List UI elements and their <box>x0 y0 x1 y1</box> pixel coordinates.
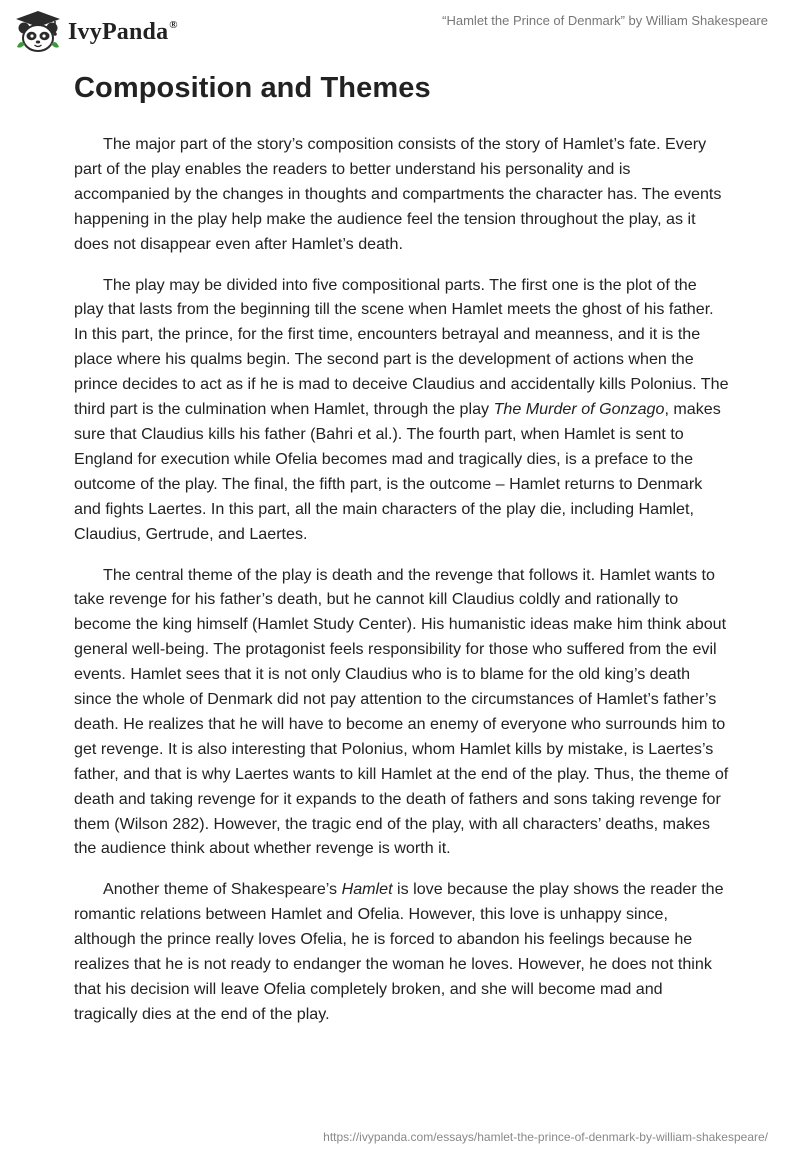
brand-logo[interactable] <box>14 9 178 55</box>
document-title: “Hamlet the Prince of Denmark” by William Shakespeare <box>442 13 768 28</box>
paragraph-3: The central theme of the play is death and the revenge that follows it. Hamlet wants to take revenge for his father’s death, but he cannot kill Claudius coldly and rationally to become the king himself (Hamlet Study Center). His humanistic ideas make him think about general well-being. The protagonist feels responsibility for those who suffered from the evil events. Hamlet sees that it is not only Claudius who is to blame for the old king’s death since the whole of Denmark did not pay attention to the circumstances of Hamlet’s father’s death. He realizes that he will have to become an enemy of everyone who surrounds him to get revenge. It is also interesting that Polonius, whom Hamlet kills by mistake, is Laertes’s father, and that is why Laertes wants to kill Hamlet at the end of the play. Thus, the theme of death and taking revenge for it expands to the death of fathers and sons taking revenge for them (Wilson 282). However, the tragic end of the play, with all characters’ deaths, makes the audience think about whether revenge is worth it. <box>74 565 729 858</box>
registered-mark: ® <box>169 18 178 31</box>
source-url[interactable]: https://ivypanda.com/essays/hamlet-the-prince-of-denmark-by-william-shakespeare/ <box>323 1130 768 1144</box>
paragraph-4-text-a: Another theme of Shakespeare’s <box>103 880 342 899</box>
paragraph-4-text-b: is love because the play shows the reader the romantic relations between Hamlet and Ofelia. However, this love is unhappy since, although the prince really loves Ofelia, he is forced to abandon his feelings because he realizes that he is not ready to endanger the woman he loves. However, he does not think that his decision will leave Ofelia completely broken, and she will become mad and tragically dies at the end of the play. <box>74 880 724 1023</box>
essay-body <box>74 132 729 1043</box>
play-title-murder-of-gonzago: The Murder of Gonzago <box>493 400 665 419</box>
paragraph-2 <box>74 273 729 547</box>
play-title-hamlet: Hamlet <box>341 880 393 899</box>
panda-graduate-icon <box>14 9 62 55</box>
page-header <box>0 0 800 64</box>
section-heading: Composition and Themes <box>74 72 431 104</box>
brand-text: IvyPanda <box>68 18 169 45</box>
paragraph-1: The major part of the story’s composition consists of the story of Hamlet’s fate. Every part of the play enables the readers to better understand his personality and is accompanied by the changes in thoughts and compartments the character has. The events happening in the play help make the audience feel the tension throughout the play, as it does not disappear even after Hamlet’s death. <box>74 135 722 253</box>
paragraph-2-text-a: The play may be divided into five compositional parts. The first one is the plot of the play that lasts from the beginning till the scene when Hamlet meets the ghost of his father. In this part, the prince, for the first time, encounters betrayal and meanness, and it is the place where his qualms begin. The second part is the development of actions when the prince decides to act as if he is mad to deceive Claudius and accidentally kills Polonius. The third part is the culmination when Hamlet, through the play <box>74 275 729 419</box>
brand-name <box>68 19 178 46</box>
paragraph-2-text-b: , makes sure that Claudius kills his father (Bahri et al.). The fourth part, when Hamlet is sent to England for execution while Ofelia becomes mad and tragically dies, is a preface to the outcome of the play. The final, the fifth part, is the outcome – Hamlet returns to Denmark and fights Laertes. In this part, all the main characters of the play die, including Hamlet, Claudius, Gertrude, and Laertes. <box>74 400 721 543</box>
paragraph-4 <box>74 877 729 1026</box>
